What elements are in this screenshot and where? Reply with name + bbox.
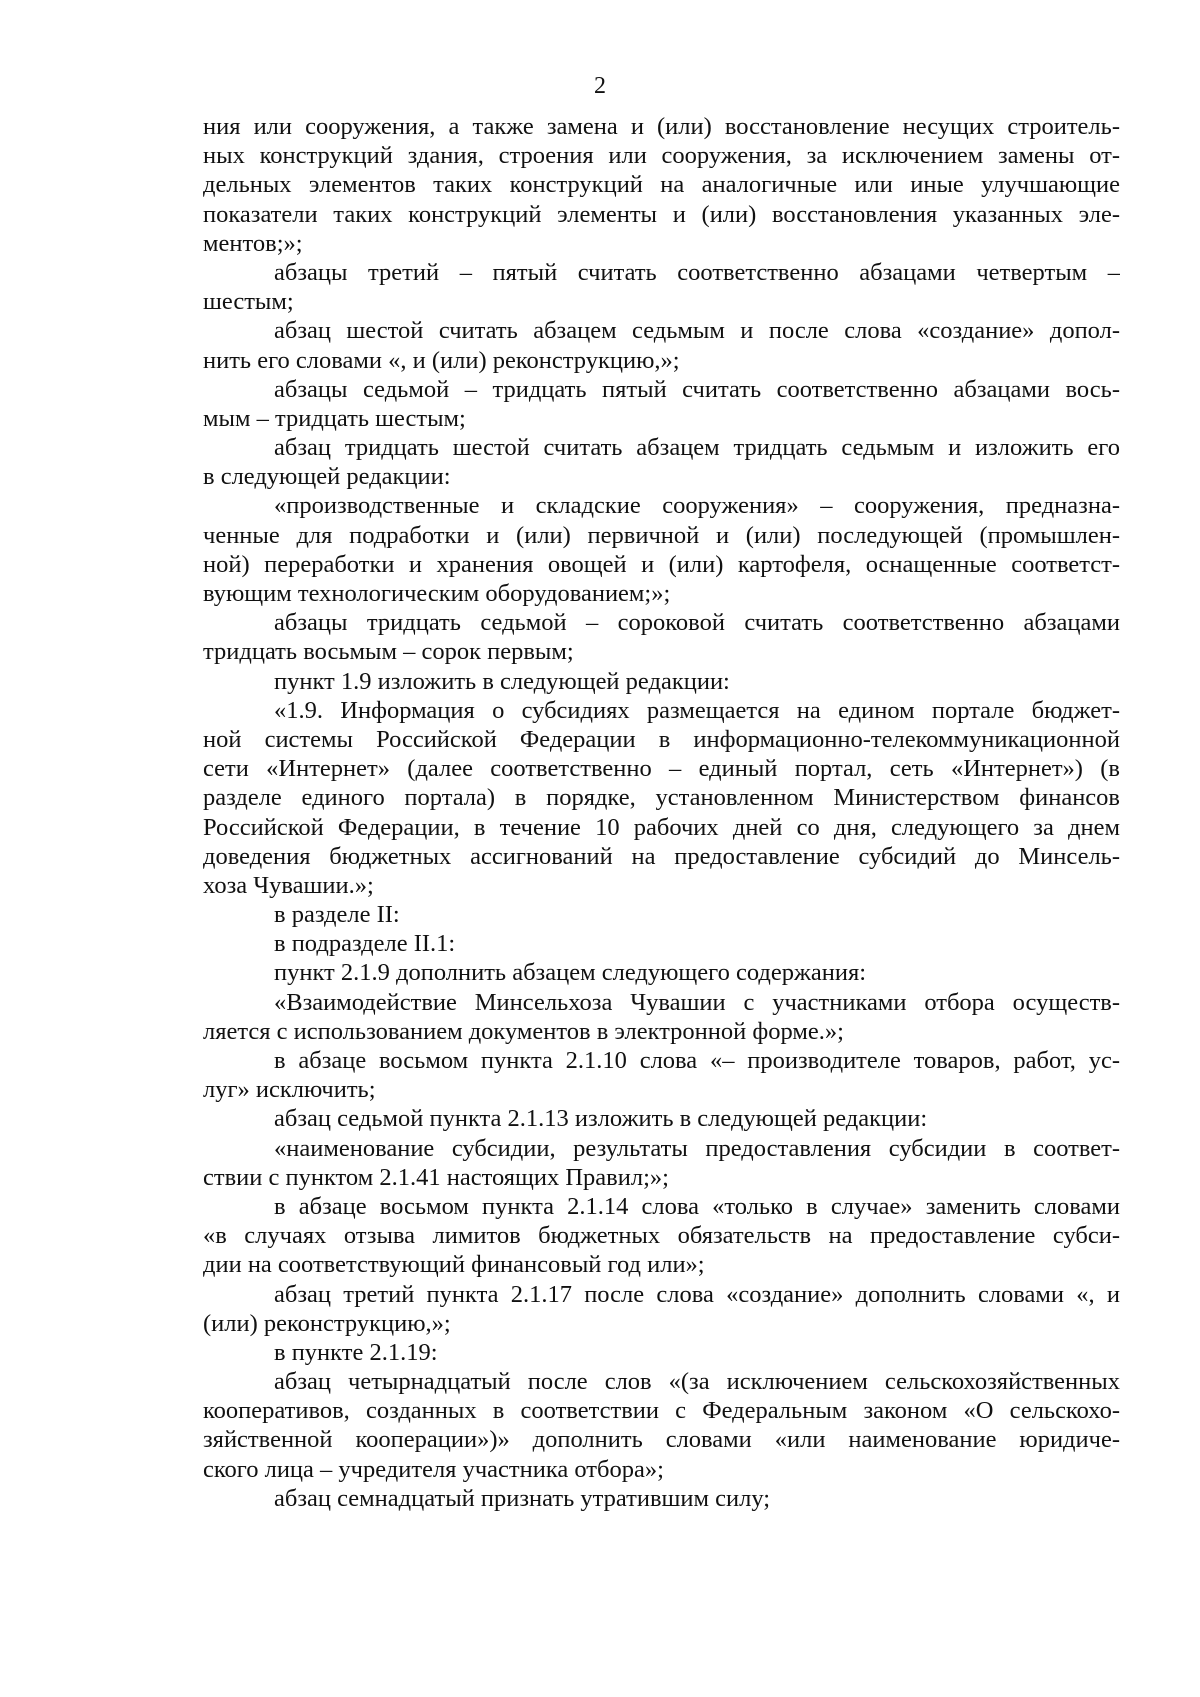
text-line: абзацы седьмой – тридцать пятый считать соответственно абзацами вось- xyxy=(274,375,1120,403)
text-line: абзац четырнадцатый после слов «(за исключением сельскохозяйственных xyxy=(274,1368,1120,1396)
text-line: (или) реконструкцию,»; xyxy=(203,1309,451,1337)
text-line: «1.9. Информация о субсидиях размещается на едином портале бюджет- xyxy=(274,696,1120,724)
text-line: абзац седьмой пункта 2.1.13 изложить в следующей редакции: xyxy=(274,1105,928,1133)
text-line: ной) переработки и хранения овощей и (или) картофеля, оснащенные соответст- xyxy=(203,550,1120,578)
text-line: пункт 2.1.9 дополнить абзацем следующего содержания: xyxy=(274,959,867,987)
text-line: ментов;»; xyxy=(203,229,303,257)
text-line: ных конструкций здания, строения или сооружения, за исключением замены от- xyxy=(203,142,1120,170)
text-line: пункт 1.9 изложить в следующей редакции: xyxy=(274,667,730,695)
text-line: кооперативов, созданных в соответствии с Федеральным законом «О сельскохо- xyxy=(203,1397,1120,1425)
text-line: ского лица – учредителя участника отбора»; xyxy=(203,1455,664,1483)
text-line: доведения бюджетных ассигнований на предоставление субсидий до Минсель- xyxy=(203,842,1120,870)
text-line: абзац семнадцатый признать утратившим силу; xyxy=(274,1484,771,1512)
text-line: «производственные и складские сооружения» – сооружения, предназна- xyxy=(274,492,1120,520)
text-line: в подразделе II.1: xyxy=(274,930,456,958)
page-number: 2 xyxy=(594,73,606,99)
text-line: вующим технологическим оборудованием;»; xyxy=(203,580,671,607)
text-line: в разделе II: xyxy=(274,901,400,929)
text-line: тридцать восьмым – сорок первым; xyxy=(203,638,574,666)
text-line: показатели таких конструкций элементы и (или) восстановления указанных эле- xyxy=(203,200,1120,228)
text-line: мым – тридцать шестым; xyxy=(203,404,466,432)
text-line: ния или сооружения, а также замена и (или) восстановление несущих строитель- xyxy=(203,113,1120,140)
text-line: ляется с использованием документов в электронной форме.»; xyxy=(203,1017,844,1045)
text-line: в пункте 2.1.19: xyxy=(274,1338,438,1366)
text-line: в следующей редакции: xyxy=(203,463,451,491)
text-line: дии на соответствующий финансовый год или»; xyxy=(203,1251,705,1279)
text-line: абзацы тридцать седьмой – сороковой считать соответственно абзацами xyxy=(274,609,1120,637)
text-line: хоза Чувашии.»; xyxy=(203,871,374,899)
text-line: нить его словами «, и (или) реконструкцию,»; xyxy=(203,346,680,374)
text-line: ченные для подработки и (или) первичной и (или) последующей (промышлен- xyxy=(203,521,1120,549)
text-line: в абзаце восьмом пункта 2.1.14 слова «только в случае» заменить словами xyxy=(274,1192,1120,1220)
text-line: абзац шестой считать абзацем седьмым и после слова «создание» допол- xyxy=(274,317,1120,345)
text-line: дельных элементов таких конструкций на аналогичные или иные улучшающие xyxy=(203,171,1120,199)
text-line: абзацы третий – пятый считать соответственно абзацами четвертым – xyxy=(274,258,1120,286)
text-line: разделе единого портала) в порядке, установленном Министерством финансов xyxy=(203,784,1120,812)
text-line: сети «Интернет» (далее соответственно – единый портал, сеть «Интернет») (в xyxy=(203,755,1120,783)
text-line: в абзаце восьмом пункта 2.1.10 слова «– производителе товаров, работ, ус- xyxy=(274,1047,1120,1074)
text-line: ствии с пунктом 2.1.41 настоящих Правил;»; xyxy=(203,1163,669,1191)
text-line: «наименование субсидии, результаты предоставления субсидии в соответ- xyxy=(274,1134,1120,1162)
text-line: ной системы Российской Федерации в информационно-телекоммуникационной xyxy=(203,725,1120,753)
text-line: шестым; xyxy=(203,288,294,316)
text-line: «в случаях отзыва лимитов бюджетных обязательств на предоставление субси- xyxy=(203,1222,1120,1250)
text-line: Российской Федерации, в течение 10 рабочих дней со дня, следующего за днем xyxy=(203,813,1120,841)
document-body xyxy=(203,112,1120,1513)
text-line: луг» исключить; xyxy=(203,1076,376,1104)
text-line: абзац третий пункта 2.1.17 после слова «создание» дополнить словами «, и xyxy=(274,1280,1120,1308)
text-line: «Взаимодействие Минсельхоза Чувашии с участниками отбора осуществ- xyxy=(274,988,1120,1016)
text-line: зяйственной кооперации»)» дополнить словами «или наименование юридиче- xyxy=(203,1426,1120,1454)
text-line: абзац тридцать шестой считать абзацем тридцать седьмым и изложить его xyxy=(274,434,1120,462)
